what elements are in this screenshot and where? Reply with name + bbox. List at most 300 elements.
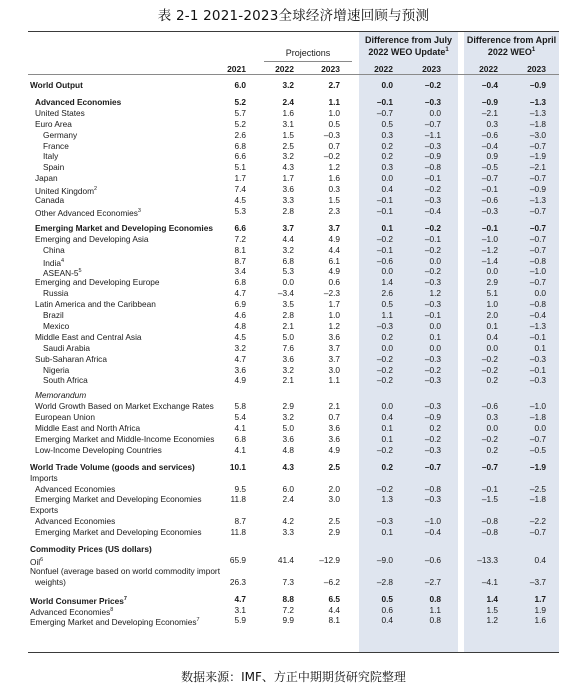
- row-value: –0.7: [529, 222, 546, 233]
- row-value: 5.3: [234, 205, 246, 216]
- row-value: 5.2: [234, 96, 246, 107]
- row-value: 1.7: [234, 173, 246, 184]
- row-label: World Consumer Prices$^7$: [30, 595, 127, 606]
- row-value: 6.8: [234, 140, 246, 151]
- header-rule: [28, 74, 559, 75]
- row-value: –0.7: [529, 277, 546, 288]
- row-value: 1.3: [381, 494, 393, 505]
- row-value: 0.5: [381, 299, 393, 310]
- row-value: 3.6: [328, 423, 340, 433]
- row-value: –1.8: [529, 118, 546, 129]
- row-value: –0.4: [424, 205, 441, 216]
- row-value: 3.0: [328, 494, 340, 505]
- row-value: 3.2: [234, 342, 246, 353]
- row-value: 3.7: [328, 222, 340, 233]
- header-diff-july-line1: Difference from July: [364, 35, 453, 45]
- header-july-2023: 2023: [422, 64, 441, 74]
- row-value: 10.1: [229, 461, 246, 472]
- row-value: 0.9: [486, 151, 498, 162]
- row-value: 0.2: [486, 375, 498, 386]
- row-value: 0.0: [486, 423, 498, 433]
- row-value: –0.7: [376, 107, 393, 118]
- row-value: 0.8: [429, 615, 441, 626]
- header-diff-april: [464, 35, 559, 57]
- row-value: 4.1: [234, 423, 246, 433]
- row-value: 2.7: [328, 80, 340, 90]
- row-label: Middle East and Central Asia: [35, 331, 142, 342]
- row-value: –0.2: [424, 80, 441, 90]
- row-value: 3.7: [282, 222, 294, 233]
- row-value: 0.4: [381, 412, 393, 423]
- row-value: –3.7: [529, 576, 546, 587]
- row-value: 11.8: [230, 527, 246, 538]
- row-value: –0.1: [529, 364, 546, 375]
- row-value: –0.6: [481, 129, 498, 140]
- row-label: World Trade Volume (goods and services): [30, 461, 195, 472]
- row-value: 0.0: [534, 423, 546, 433]
- row-value: –0.2: [424, 184, 441, 195]
- row-label: Nigeria: [43, 364, 70, 375]
- row-value: –0.7: [424, 461, 441, 472]
- footnote-marker: 7: [123, 595, 127, 602]
- header-diff-april-line1: Difference from April: [466, 35, 557, 45]
- row-value: –0.9: [529, 184, 546, 195]
- row-value: –1.3: [529, 320, 546, 331]
- row-value: 1.7: [282, 173, 294, 184]
- row-label: France: [43, 140, 69, 151]
- row-value: –0.5: [481, 162, 498, 173]
- row-label: World Growth Based on Market Exchange Rates: [35, 401, 214, 412]
- row-label: Saudi Arabia: [43, 342, 91, 353]
- top-rule: [28, 31, 559, 32]
- row-value: –0.3: [424, 96, 441, 107]
- row-value: 0.4: [381, 615, 393, 626]
- row-value: –0.3: [424, 444, 441, 455]
- row-value: –0.9: [424, 412, 441, 423]
- row-value: 2.5: [282, 140, 294, 151]
- row-value: 8.8: [282, 593, 294, 604]
- row-value: –0.8: [481, 516, 498, 527]
- row-value: –3.4: [277, 288, 294, 299]
- row-value: 3.4: [234, 266, 246, 277]
- row-label: Nonfuel (average based on world commodity import: [30, 565, 220, 576]
- row-label: Canada: [35, 195, 65, 205]
- header-diff-july-line2: 2022 WEO Update$^1$: [368, 47, 449, 57]
- row-label: Advanced Economies: [35, 96, 122, 107]
- footnote-marker: 6: [40, 556, 44, 563]
- row-value: 2.4: [282, 96, 294, 107]
- row-value: –0.7: [529, 244, 546, 255]
- row-value: –0.3: [424, 353, 441, 364]
- row-value: 5.2: [234, 118, 246, 129]
- row-label: Emerging Market and Developing Economies$^7$: [30, 617, 200, 628]
- row-value: –0.2: [424, 266, 441, 277]
- row-value: 3.0: [328, 364, 340, 375]
- row-value: –0.1: [376, 205, 393, 216]
- row-value: –1.0: [529, 401, 546, 412]
- footnote-marker: 5: [78, 268, 82, 275]
- row-value: –0.8: [424, 483, 441, 494]
- source-note: 数据来源：IMF、方正中期期货研究院整理: [181, 670, 406, 684]
- row-value: 8.1: [234, 244, 246, 255]
- row-label: Emerging and Developing Asia: [35, 233, 149, 244]
- row-value: –1.0: [529, 266, 546, 277]
- row-value: 0.1: [534, 342, 546, 353]
- row-value: 2.4: [282, 494, 294, 505]
- row-value: 2.9: [486, 277, 498, 288]
- row-value: 2.6: [381, 288, 393, 299]
- row-value: 1.2: [486, 615, 498, 626]
- row-value: 7.4: [234, 184, 246, 195]
- row-value: 6.9: [234, 299, 246, 310]
- row-value: –0.7: [529, 140, 546, 151]
- row-value: –0.1: [424, 233, 441, 244]
- row-value: 5.1: [486, 288, 498, 299]
- row-value: 0.0: [429, 320, 441, 331]
- row-value: –0.2: [376, 444, 393, 455]
- row-value: 2.1: [328, 401, 340, 412]
- row-value: 2.5: [328, 461, 340, 472]
- row-value: 8.7: [234, 255, 246, 266]
- row-value: 4.3: [282, 162, 294, 173]
- row-value: –0.7: [481, 461, 498, 472]
- row-value: –1.3: [529, 107, 546, 118]
- row-label: Emerging Market and Developing Economies: [35, 527, 202, 538]
- row-value: –0.3: [529, 375, 546, 386]
- row-value: –13.3: [477, 554, 498, 565]
- row-value: 1.7: [328, 299, 340, 310]
- row-value: 5.0: [282, 423, 294, 433]
- row-value: –0.6: [481, 195, 498, 205]
- row-value: 3.1: [234, 604, 246, 615]
- row-value: 9.5: [234, 483, 246, 494]
- row-value: –2.1: [529, 162, 546, 173]
- row-value: 4.8: [234, 320, 246, 331]
- row-value: 4.4: [328, 244, 340, 255]
- row-value: 1.5: [328, 195, 340, 205]
- row-value: 1.5: [486, 604, 498, 615]
- row-value: 0.5: [381, 118, 393, 129]
- row-value: 1.5: [282, 129, 294, 140]
- row-label: Middle East and North Africa: [35, 423, 141, 433]
- row-value: 2.1: [282, 320, 294, 331]
- row-value: –0.2: [376, 483, 393, 494]
- row-label: Latin America and the Caribbean: [35, 299, 156, 310]
- row-label: Italy: [43, 151, 59, 162]
- row-value: –9.0: [376, 554, 393, 565]
- row-value: –0.3: [424, 494, 441, 505]
- row-value: 2.6: [234, 129, 246, 140]
- header-april-2023: 2023: [527, 64, 546, 74]
- row-value: 0.3: [328, 184, 340, 195]
- row-value: 5.9: [234, 615, 246, 626]
- row-value: –2.7: [424, 576, 441, 587]
- row-value: 4.2: [282, 516, 294, 527]
- row-label: Advanced Economies: [35, 516, 116, 527]
- row-value: 6.0: [282, 483, 294, 494]
- row-value: 5.8: [234, 401, 246, 412]
- row-value: –0.3: [424, 140, 441, 151]
- row-value: –0.1: [481, 483, 498, 494]
- row-value: 0.7: [328, 140, 340, 151]
- row-value: –0.1: [481, 222, 498, 233]
- row-value: 0.1: [381, 222, 393, 233]
- row-value: –0.1: [376, 195, 393, 205]
- row-label: ASEAN-$5^5$: [43, 268, 82, 279]
- row-value: –0.2: [376, 233, 393, 244]
- row-value: 0.0: [429, 255, 441, 266]
- row-value: 0.3: [486, 412, 498, 423]
- row-value: 0.2: [486, 444, 498, 455]
- row-value: 0.2: [429, 423, 441, 433]
- row-value: –1.8: [529, 412, 546, 423]
- row-value: –1.2: [481, 244, 498, 255]
- table-title: 表 2-1 2021-2023全球经济增速回顾与预测: [157, 8, 430, 24]
- row-value: 1.2: [328, 162, 340, 173]
- row-value: 4.1: [234, 444, 246, 455]
- row-value: 4.9: [328, 266, 340, 277]
- row-value: 0.0: [429, 342, 441, 353]
- row-value: –6.2: [323, 576, 340, 587]
- row-value: 1.1: [381, 310, 393, 320]
- row-value: 3.6: [282, 184, 294, 195]
- row-label: South Africa: [43, 375, 88, 386]
- footnote-marker: 3: [137, 207, 141, 214]
- row-value: 41.4: [277, 554, 294, 565]
- row-value: –0.2: [424, 222, 441, 233]
- row-value: –0.1: [424, 310, 441, 320]
- row-value: –1.9: [529, 461, 546, 472]
- row-value: 6.5: [328, 593, 340, 604]
- row-value: 0.4: [486, 331, 498, 342]
- row-label: weights): [35, 576, 66, 587]
- row-value: –0.2: [424, 364, 441, 375]
- row-value: 0.2: [381, 461, 393, 472]
- row-value: 4.7: [234, 288, 246, 299]
- row-value: 6.8: [234, 433, 246, 444]
- row-value: –2.3: [323, 288, 340, 299]
- row-value: 1.6: [328, 173, 340, 184]
- row-value: 4.5: [234, 331, 246, 342]
- row-value: 1.6: [534, 615, 546, 626]
- row-value: 7.3: [282, 576, 294, 587]
- row-value: 0.3: [381, 162, 393, 173]
- row-value: 4.4: [328, 604, 340, 615]
- row-label: Advanced Economies$^8$: [30, 606, 114, 617]
- row-label: Exports: [30, 505, 59, 516]
- row-value: 4.6: [234, 310, 246, 320]
- row-value: 6.8: [234, 277, 246, 288]
- projections-rule: [264, 61, 352, 62]
- row-value: –0.2: [323, 151, 340, 162]
- row-value: –0.9: [424, 151, 441, 162]
- row-label: Low-Income Developing Countries: [35, 444, 162, 455]
- row-label: Emerging Market and Middle-Income Economies: [35, 433, 215, 444]
- header-july-2022: 2022: [374, 64, 393, 74]
- row-value: 0.1: [486, 320, 498, 331]
- row-label: China: [43, 244, 65, 255]
- row-value: 7.6: [282, 342, 294, 353]
- row-value: –0.4: [424, 527, 441, 538]
- row-value: 7.2: [234, 233, 246, 244]
- row-value: 1.4: [486, 593, 498, 604]
- row-value: –0.1: [376, 244, 393, 255]
- row-value: 0.2: [381, 140, 393, 151]
- footnote-marker: 4: [61, 257, 65, 264]
- row-value: –4.1: [481, 576, 498, 587]
- row-value: 9.9: [282, 615, 294, 626]
- row-value: –0.2: [481, 433, 498, 444]
- row-value: 3.2: [282, 151, 294, 162]
- row-value: 0.5: [328, 118, 340, 129]
- row-value: –12.9: [319, 554, 340, 565]
- row-value: 0.5: [381, 593, 393, 604]
- row-value: 3.7: [328, 353, 340, 364]
- row-value: 1.4: [381, 277, 393, 288]
- row-value: 3.3: [282, 195, 294, 205]
- row-value: 3.3: [282, 527, 294, 538]
- row-value: 3.7: [328, 342, 340, 353]
- row-value: 4.9: [328, 444, 340, 455]
- row-value: –0.7: [529, 527, 546, 538]
- row-value: 1.2: [328, 320, 340, 331]
- row-value: 0.1: [381, 527, 393, 538]
- row-value: 7.2: [282, 604, 294, 615]
- row-value: –3.0: [529, 129, 546, 140]
- row-value: –0.3: [323, 129, 340, 140]
- row-value: –0.1: [529, 331, 546, 342]
- row-value: 5.4: [234, 412, 246, 423]
- row-value: 1.1: [429, 604, 441, 615]
- row-label: Other Advanced Economies$^3$: [35, 207, 141, 218]
- row-value: 0.8: [429, 593, 441, 604]
- header-year-2021: 2021: [227, 64, 246, 74]
- row-value: 6.0: [234, 80, 246, 90]
- row-label: Germany: [43, 129, 78, 140]
- row-label: World Output: [30, 80, 83, 90]
- row-value: 8.1: [328, 615, 340, 626]
- row-value: 0.3: [486, 118, 498, 129]
- row-label: Mexico: [43, 320, 70, 331]
- header-april-2022: 2022: [479, 64, 498, 74]
- row-value: –2.8: [376, 576, 393, 587]
- row-value: 1.2: [429, 288, 441, 299]
- row-value: 1.1: [328, 96, 340, 107]
- row-value: 0.0: [282, 277, 294, 288]
- row-value: –0.7: [529, 205, 546, 216]
- row-value: –0.7: [481, 173, 498, 184]
- footnote-marker: 8: [110, 606, 114, 613]
- row-value: 5.1: [234, 162, 246, 173]
- row-value: 3.2: [282, 364, 294, 375]
- row-value: 0.0: [429, 107, 441, 118]
- row-value: –0.1: [481, 184, 498, 195]
- row-value: –1.9: [529, 151, 546, 162]
- row-value: –1.5: [481, 494, 498, 505]
- row-value: 2.3: [328, 205, 340, 216]
- row-value: –1.0: [424, 516, 441, 527]
- row-value: –0.2: [376, 353, 393, 364]
- row-value: 6.6: [234, 222, 246, 233]
- row-value: –0.3: [481, 205, 498, 216]
- row-value: 1.7: [534, 593, 546, 604]
- row-value: –1.3: [529, 96, 546, 107]
- row-value: –0.3: [376, 516, 393, 527]
- row-value: –0.5: [529, 444, 546, 455]
- row-value: –0.7: [529, 433, 546, 444]
- header-year-2022: 2022: [275, 64, 294, 74]
- row-value: –0.2: [481, 364, 498, 375]
- row-label: United Kingdom$^2$: [35, 185, 98, 196]
- row-value: 1.0: [328, 310, 340, 320]
- row-value: 0.3: [381, 129, 393, 140]
- row-label: Japan: [35, 173, 58, 184]
- row-value: 2.9: [328, 527, 340, 538]
- row-label: Imports: [30, 472, 58, 483]
- row-value: –0.3: [529, 353, 546, 364]
- row-value: –0.2: [376, 364, 393, 375]
- row-label: Spain: [43, 162, 65, 173]
- row-value: –0.7: [529, 173, 546, 184]
- row-value: 2.8: [282, 310, 294, 320]
- header-diff-july: [359, 35, 458, 57]
- header-diff-april-line2: 2022 WEO$^1$: [487, 47, 536, 57]
- row-value: –0.8: [424, 162, 441, 173]
- row-value: –0.3: [424, 277, 441, 288]
- row-label: Emerging Market and Developing Economies: [35, 494, 202, 505]
- row-value: 3.6: [282, 353, 294, 364]
- row-value: 0.0: [486, 266, 498, 277]
- row-label: Brazil: [43, 310, 64, 320]
- row-label: Memorandum: [35, 390, 87, 401]
- row-value: –0.8: [529, 255, 546, 266]
- row-value: 0.0: [486, 342, 498, 353]
- row-value: –0.3: [376, 320, 393, 331]
- bottom-rule: [28, 652, 559, 653]
- row-value: 0.6: [328, 277, 340, 288]
- row-value: 6.6: [234, 151, 246, 162]
- row-value: 0.1: [381, 433, 393, 444]
- row-value: 11.8: [230, 494, 246, 505]
- row-value: 0.0: [381, 401, 393, 412]
- row-value: 3.6: [234, 364, 246, 375]
- row-value: 0.0: [381, 342, 393, 353]
- row-value: –0.3: [424, 195, 441, 205]
- row-value: 0.6: [381, 604, 393, 615]
- row-value: 4.5: [234, 195, 246, 205]
- row-value: 0.0: [381, 80, 393, 90]
- row-value: –1.4: [481, 255, 498, 266]
- row-value: –1.1: [424, 129, 441, 140]
- row-value: 2.0: [328, 483, 340, 494]
- row-value: 0.1: [381, 423, 393, 433]
- row-value: –0.1: [424, 173, 441, 184]
- row-value: –2.5: [529, 483, 546, 494]
- row-value: 2.0: [486, 310, 498, 320]
- row-value: 0.4: [534, 554, 546, 565]
- row-value: –0.8: [529, 299, 546, 310]
- row-value: 3.5: [282, 299, 294, 310]
- row-value: –0.7: [529, 233, 546, 244]
- row-value: 2.5: [328, 516, 340, 527]
- row-value: –0.9: [481, 96, 498, 107]
- row-value: 0.0: [381, 173, 393, 184]
- row-value: 8.7: [234, 516, 246, 527]
- row-value: 3.1: [282, 118, 294, 129]
- row-label: Emerging and Developing Europe: [35, 277, 160, 288]
- row-value: 6.1: [328, 255, 340, 266]
- row-value: 3.2: [282, 412, 294, 423]
